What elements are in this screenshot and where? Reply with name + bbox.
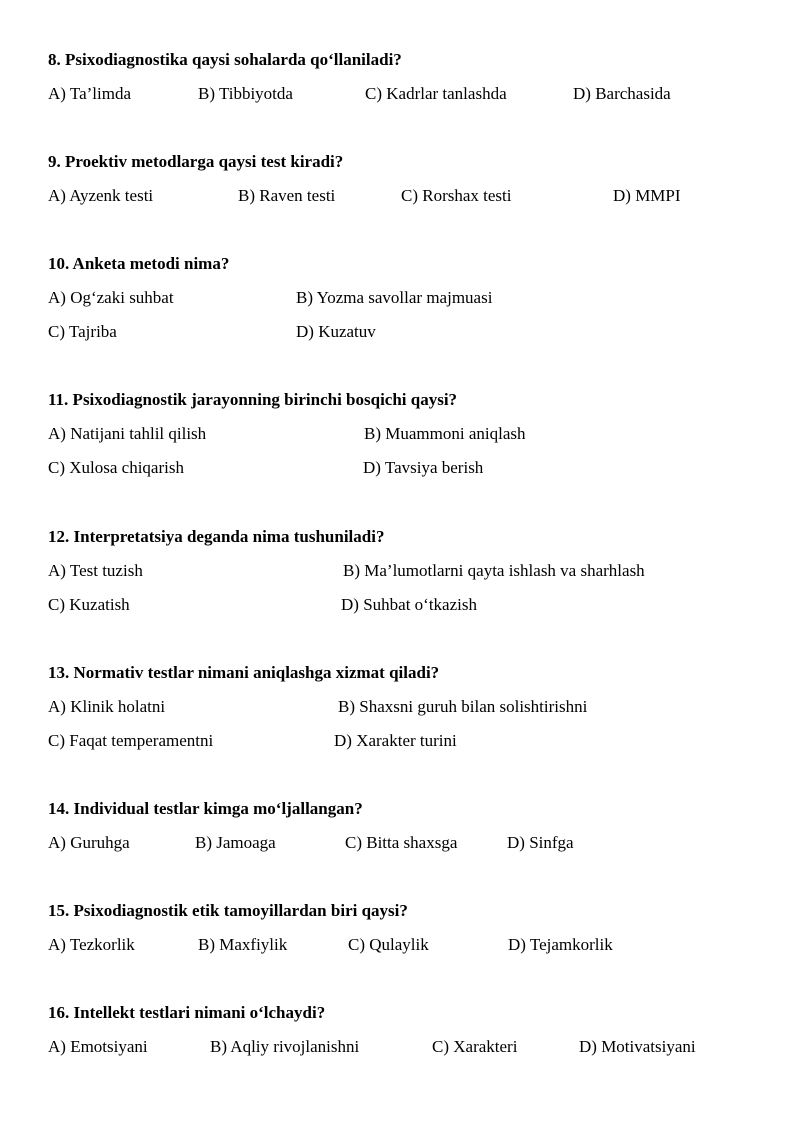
question-title: 12. Interpretatsiya deganda nima tushuniladi? <box>48 527 385 546</box>
option-b: B) Tibbiyotda <box>198 84 293 103</box>
option-a: A) Ta’limda <box>48 84 131 103</box>
option-c: C) Faqat temperamentni <box>48 731 214 750</box>
option-d: D) MMPI <box>613 186 681 205</box>
option-c: C) Kadrlar tanlashda <box>365 84 507 103</box>
option-b: B) Ma’lumotlarni qayta ishlash va sharhlash <box>343 561 645 580</box>
option-b: B) Jamoaga <box>195 833 276 852</box>
option-a: A) Emotsiyani <box>48 1037 148 1056</box>
option-d: D) Motivatsiyani <box>579 1037 696 1056</box>
option-d: D) Xarakter turini <box>334 731 457 750</box>
option-a: A) Klinik holatni <box>48 697 166 716</box>
question-title: 14. Individual testlar kimga mo‘ljallangan? <box>48 799 363 818</box>
question-title: 16. Intellekt testlari nimani o‘lchaydi? <box>48 1003 326 1022</box>
option-a: A) Tezkorlik <box>48 935 135 954</box>
option-a: A) Natijani tahlil qilish <box>48 424 207 443</box>
option-c: C) Xarakteri <box>432 1037 518 1056</box>
option-c: C) Xulosa chiqarish <box>48 458 184 477</box>
question-title: 8. Psixodiagnostika qaysi sohalarda qo‘llaniladi? <box>48 50 402 69</box>
option-b: B) Raven testi <box>238 186 336 205</box>
question-title: 13. Normativ testlar nimani aniqlashga xizmat qiladi? <box>48 663 440 682</box>
option-d: D) Suhbat o‘tkazish <box>341 595 477 614</box>
option-b: B) Aqliy rivojlanishni <box>210 1037 360 1056</box>
option-c: C) Rorshax testi <box>401 186 512 205</box>
option-c: C) Kuzatish <box>48 595 130 614</box>
option-d: D) Tavsiya berish <box>363 458 484 477</box>
option-b: B) Maxfiylik <box>198 935 288 954</box>
option-b: B) Yozma savollar majmuasi <box>296 288 493 307</box>
option-c: C) Tajriba <box>48 322 117 341</box>
option-c: C) Bitta shaxsga <box>345 833 458 852</box>
option-b: B) Muammoni aniqlash <box>364 424 526 443</box>
option-a: A) Og‘zaki suhbat <box>48 288 174 307</box>
question-title: 10. Anketa metodi nima? <box>48 254 230 273</box>
option-a: A) Test tuzish <box>48 561 143 580</box>
question-title: 11. Psixodiagnostik jarayonning birinchi bosqichi qaysi? <box>48 390 458 409</box>
option-a: A) Guruhga <box>48 833 130 852</box>
question-title: 15. Psixodiagnostik etik tamoyillardan biri qaysi? <box>48 901 408 920</box>
option-d: D) Kuzatuv <box>296 322 376 341</box>
option-d: D) Tejamkorlik <box>508 935 613 954</box>
option-c: C) Qulaylik <box>348 935 429 954</box>
option-b: B) Shaxsni guruh bilan solishtirishni <box>338 697 588 716</box>
option-a: A) Ayzenk testi <box>48 186 154 205</box>
option-d: D) Sinfga <box>507 833 574 852</box>
option-d: D) Barchasida <box>573 84 671 103</box>
question-title: 9. Proektiv metodlarga qaysi test kiradi? <box>48 152 344 171</box>
